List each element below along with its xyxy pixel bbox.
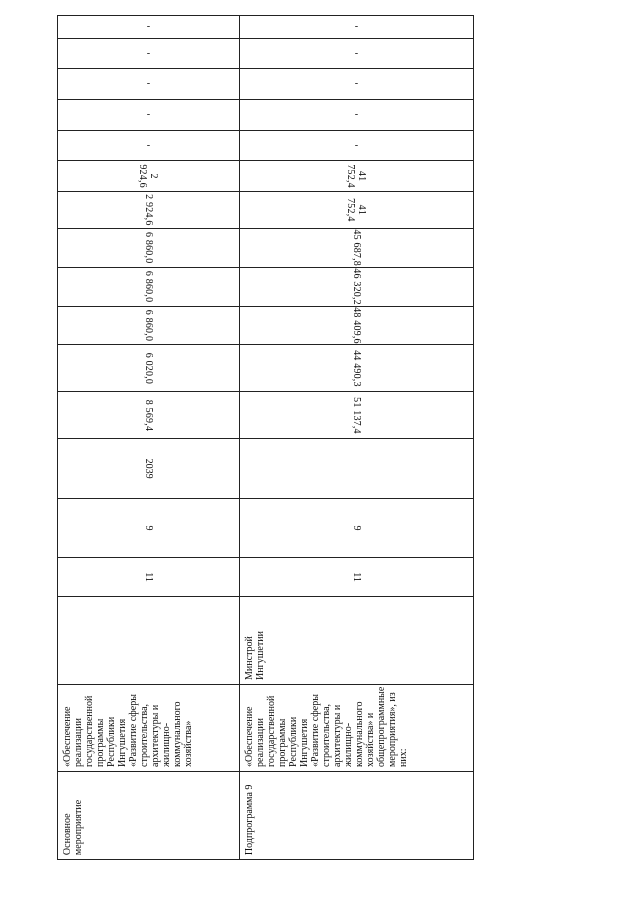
code-cell: 9 (58, 498, 240, 557)
code-cell: 11 (240, 558, 474, 597)
value-cell: 41 752,4 (240, 161, 474, 192)
value-cell: 2 924,6 (58, 191, 240, 228)
rotated-table-wrapper (60, 15, 474, 860)
dash-cell: - (58, 38, 240, 69)
table-row (58, 16, 240, 860)
dash-cell: - (58, 16, 240, 39)
dash-cell: - (240, 69, 474, 100)
value-cell: 6 860,0 (58, 267, 240, 306)
type-cell: Подпрограмма 9 (240, 771, 474, 859)
value-cell: 48 409,6 (240, 306, 474, 345)
dash-cell: - (240, 38, 474, 69)
code-cell: 9 (240, 498, 474, 557)
name-cell: «Обеспечение реализации государственной программы Республики Ингушетия «Развитие сферы строительства, архитектуры и жилищно-коммунального хозяйства» и общепрограммные мероприятия», из них: (240, 684, 474, 771)
value-cell: 45 687,8 (240, 228, 474, 267)
executor-cell (58, 597, 240, 685)
dash-cell: - (240, 99, 474, 130)
value-cell: 6 020,0 (58, 345, 240, 392)
dash-cell: - (58, 99, 240, 130)
value-cell: 6 860,0 (58, 306, 240, 345)
budget-table (57, 15, 474, 860)
dash-cell: - (240, 16, 474, 39)
type-cell: Основное мероприятие (58, 771, 240, 859)
value-cell: 6 860,0 (58, 228, 240, 267)
value-cell: 46 320,2 (240, 267, 474, 306)
value-cell: 2 924,6 (58, 161, 240, 192)
dash-cell: - (58, 130, 240, 161)
code-cell (240, 439, 474, 498)
table-row (240, 16, 474, 860)
code-cell: 11 (58, 558, 240, 597)
value-cell: 8 569,4 (58, 392, 240, 439)
dash-cell: - (240, 130, 474, 161)
name-cell: «Обеспечение реализации государственной программы Республики Ингушетия «Развитие сферы строительства, архитектуры и жилищно-коммунального хозяйства» (58, 684, 240, 771)
code-cell: 2039 (58, 439, 240, 498)
dash-cell: - (58, 69, 240, 100)
executor-cell: Минстрой Ингушетии (240, 597, 474, 685)
value-cell: 44 490,3 (240, 345, 474, 392)
value-cell: 51 137,4 (240, 392, 474, 439)
value-cell: 41 752,4 (240, 191, 474, 228)
